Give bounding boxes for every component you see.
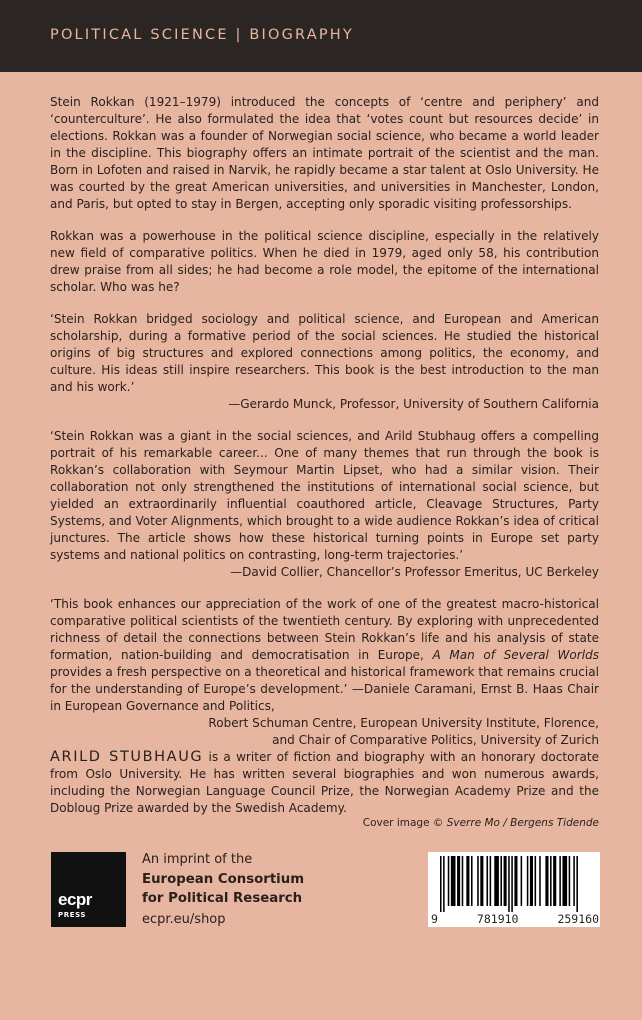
barcode-bar: [451, 856, 456, 906]
publisher-website: ecpr.eu/shop: [142, 912, 226, 927]
header-bar: [0, 0, 642, 72]
barcode-bar: [462, 856, 464, 906]
isbn-group-1: 781910: [476, 912, 519, 926]
endorsement-attribution: —Gerardo Munck, Professor, University of Southern California: [228, 397, 599, 411]
barcode-bar: [527, 856, 529, 906]
isbn-group-2: 259160: [557, 912, 599, 926]
barcode-bar: [530, 856, 533, 906]
barcode-bar: [457, 856, 460, 906]
publisher-name-line1: European Consortium: [142, 872, 305, 887]
summary-paragraph-2: Rokkan was a powerhouse in the political science discipline, especially in the relatively new field of comparative politics. When he died in 1979, aged only 58, his contribution drew praise from all sides; he had become a role model, the epitome of the international scholar. Who was he?: [50, 229, 599, 294]
endorsement-attribution: and Chair of Comparative Politics, University of Zurich: [272, 733, 599, 747]
barcode-bar: [487, 856, 489, 906]
summary-paragraph-1: Stein Rokkan (1921–1979) introduced the concepts of ‘centre and periphery’ and ‘counterculture’. He also formulated the idea that ‘votes count but resources decide’ in elections. Rokkan was a founder of Norwegian social science, who became a world leader in the discipline. This biography offers an intimate portrait of the scientist and the man. Born in Lofoten and raised in Narvik, he rapidly became a star talent at Oslo University. He was courted by the great American universities, and universities in Manchester, London, and Paris, but opted to stay in Bergen, accepting only sporadic visiting professorships.: [50, 95, 599, 211]
endorsement-text-part: ‘This book enhances our appreciation of the work of one of the greatest macro-historical comparative political scientists of the twentieth century. By exploring with unprecedented richness of detail the connections between Stein Rokkan’s life and his analysis of state formation, nation-building and democratisation in Europe,: [50, 597, 599, 662]
barcode-bar: [514, 856, 517, 906]
endorsement-attribution: —David Collier, Chancellor’s Professor Emeritus, UC Berkeley: [230, 565, 599, 579]
barcode-bar: [494, 856, 499, 906]
publisher-imprint: [142, 850, 304, 930]
barcode-bar: [576, 856, 578, 912]
barcode-bar: [477, 856, 479, 906]
author-name: ARILD STUBHAUG: [50, 749, 204, 765]
endorsement-attribution: Robert Schuman Centre, European University Institute, Florence,: [208, 716, 599, 730]
barcode-bar: [539, 856, 541, 906]
barcode-bar: [573, 856, 575, 906]
isbn-barcode: [428, 852, 600, 927]
logo-subtext: PRESS: [58, 911, 87, 919]
barcode-bar: [504, 856, 507, 906]
barcode-bar: [466, 856, 469, 906]
isbn-digits: [431, 912, 599, 926]
endorsement-text-part: provides a fresh perspective on a theoretical and historical framework that remains crucial for the understanding of Europe’s development.’ —Daniele Caramani, Ernst B. Haas Chair in European Governance and Politics,: [50, 665, 599, 713]
barcode-bars: [428, 852, 600, 914]
barcode-bar: [448, 856, 450, 906]
barcode-bar: [440, 856, 442, 912]
back-cover-text: [50, 94, 599, 817]
barcode-bar: [511, 856, 513, 912]
endorsement-text: [50, 596, 599, 715]
barcode-bar: [521, 856, 523, 906]
barcode-bar: [480, 856, 483, 906]
author-bio-text: is a writer of fiction and biography with an honorary doctorate from Oslo University. He has written several biographies and won numerous awards, including the Norwegian Language Council Prize, the Norwegian Academy Prize and the Dobloug Prize awarded by the Swedish Academy.: [50, 750, 599, 815]
barcode-bar: [500, 856, 502, 906]
book-title: A Man of Several Worlds: [432, 648, 599, 662]
barcode-bar: [490, 856, 492, 906]
endorsement-collier: [50, 428, 599, 581]
barcode-bar: [471, 856, 473, 906]
category-label: POLITICAL SCIENCE | BIOGRAPHY: [50, 27, 354, 43]
isbn-prefix: 9: [431, 912, 438, 926]
credit-prefix: Cover image ©: [362, 817, 447, 829]
publisher-name-line2: for Political Research: [142, 891, 303, 906]
barcode-bar: [545, 856, 548, 906]
barcode-bar: [443, 856, 445, 912]
cover-image-credit: [363, 817, 599, 829]
barcode-bar: [535, 856, 537, 906]
logo-text: ecpr: [58, 890, 92, 909]
barcode-bar: [559, 856, 561, 906]
endorsement-text: ‘Stein Rokkan bridged sociology and political science, and European and American scholarship, during a formative period of the social sciences. He studied the historical origins of big structures and explored connections among politics, the economy, and culture. His ideas still inspire researchers. This book is the best introduction to the man and his work.’: [50, 312, 599, 394]
barcode-bar: [550, 856, 552, 906]
endorsement-text: ‘Stein Rokkan was a giant in the social sciences, and Arild Stubhaug offers a compelling portrait of his remarkable career... One of many themes that run through the book is Rokkan’s collaboration with Seymour Martin Lipset, who had a similar vision. Their collaboration not only strengthened the institutions of international social science, but yielded an extraordinarily influential coauthored article, Cleavage Structures, Party Systems, and Voter Alignments, which brought to a wide audience Rokkan’s idea of critical junctures. The article shows how these historical turning points in Europe set party systems and national politics on contrasting, long-term trajectories.’: [50, 429, 599, 562]
endorsement-munck: [50, 311, 599, 413]
barcode-bar: [508, 856, 510, 912]
barcode-bar: [553, 856, 556, 906]
barcode-bar: [562, 856, 567, 906]
author-bio: [50, 749, 599, 817]
endorsement-caramani: [50, 596, 599, 749]
imprint-label: An imprint of the: [142, 852, 253, 867]
credit-names: Sverre Mo / Bergens Tidende: [446, 817, 599, 829]
barcode-bar: [569, 856, 571, 906]
ecpr-press-logo: [51, 852, 126, 927]
